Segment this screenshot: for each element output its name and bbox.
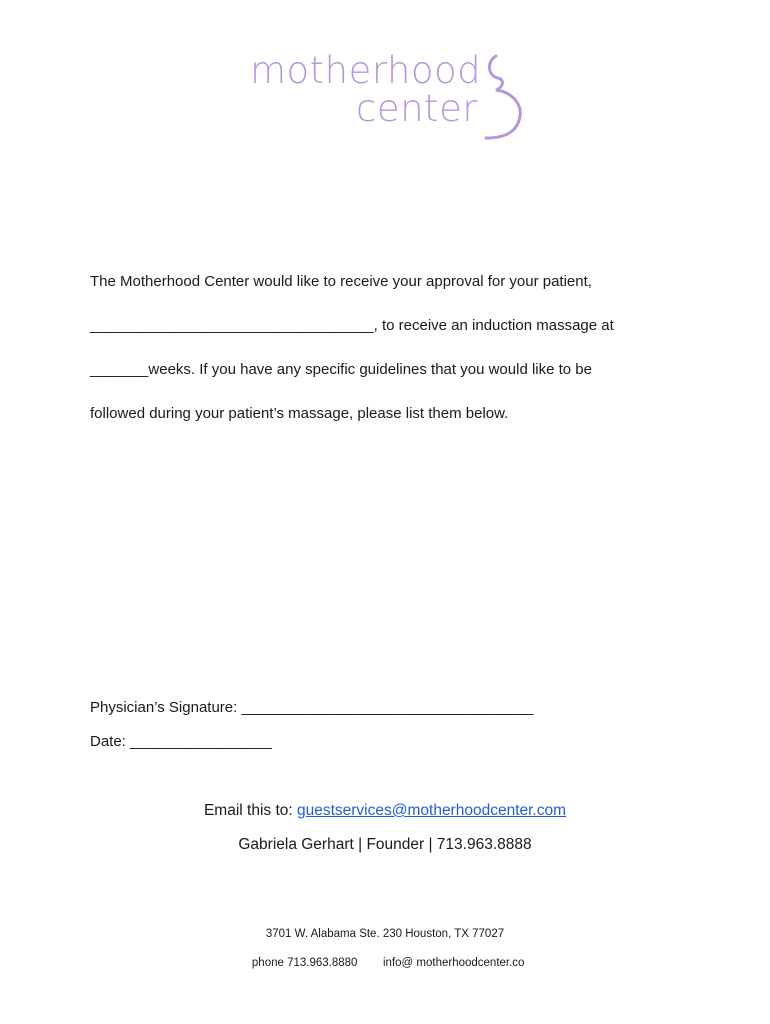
email-prefix: Email this to: xyxy=(203,802,297,819)
founder-contact-line: Gabriela Gerhart | Founder | 713.963.8888 xyxy=(238,836,532,853)
email-link[interactable]: guestservices@motherhoodcenter.com xyxy=(296,802,567,819)
footer-phone: phone 713.963.8880 xyxy=(251,957,358,969)
email-instruction xyxy=(0,802,770,820)
footer-info-email[interactable]: info@ motherhoodcenter.co xyxy=(383,957,525,969)
letter-line-2: __________________________________, to receive an induction massage at xyxy=(90,317,614,334)
motherhood-center-logo xyxy=(250,49,540,147)
physician-signature-line: Physician’s Signature: ___________________________________ xyxy=(90,699,534,716)
logo-word-center: center xyxy=(356,87,479,130)
letter-line-1: The Motherhood Center would like to receive your approval for your patient, xyxy=(90,273,592,290)
logo-word-motherhood: motherhood xyxy=(250,49,482,92)
footer-contact-row xyxy=(0,945,770,969)
letter-line-3: _______weeks. If you have any specific guidelines that you would like to be xyxy=(90,361,592,378)
letter-line-4: followed during your patient’s massage, please list them below. xyxy=(90,405,509,422)
footer-spacer xyxy=(357,957,383,969)
date-line: Date: _________________ xyxy=(90,733,272,750)
pregnant-silhouette-icon xyxy=(482,52,532,144)
footer-address: 3701 W. Alabama Ste. 230 Houston, TX 77027 xyxy=(265,928,505,940)
